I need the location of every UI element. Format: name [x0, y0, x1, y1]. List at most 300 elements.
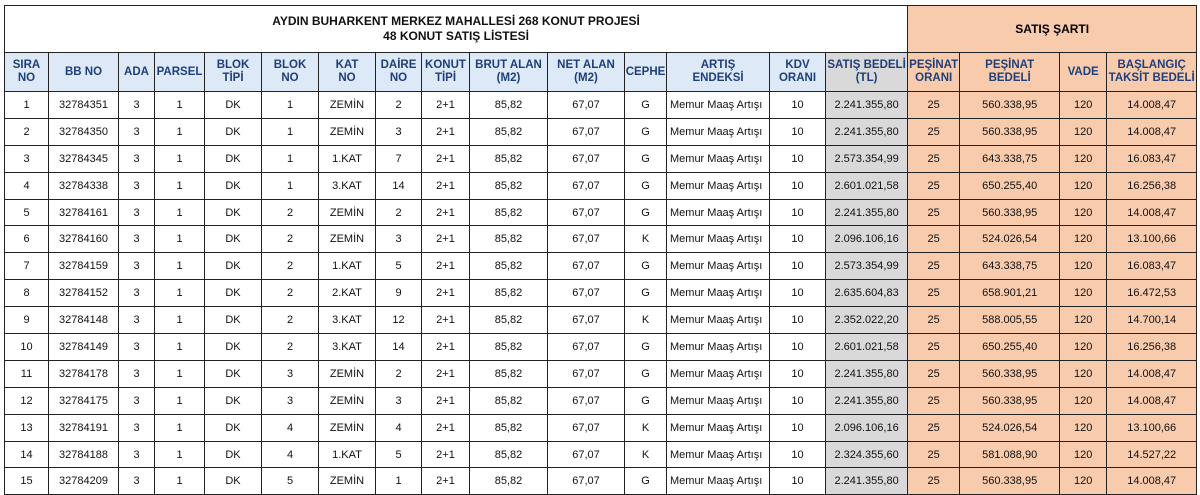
sales-condition-header: SATIŞ ŞARTI	[908, 6, 1197, 53]
cell-satis-bedeli: 2.352.022,20	[826, 307, 908, 334]
cell-vade: 120	[1060, 414, 1107, 441]
cell-net-alan: 67,07	[548, 199, 625, 226]
cell-cephe: G	[625, 118, 667, 145]
cell-konut-tipi: 2+1	[422, 226, 470, 253]
cell-ada: 3	[119, 414, 155, 441]
cell-baslangic-taksit-bedeli: 16.083,47	[1107, 253, 1197, 280]
cell-kdv-orani: 10	[770, 280, 826, 307]
cell-konut-tipi: 2+1	[422, 280, 470, 307]
cell-kdv-orani: 10	[770, 360, 826, 387]
cell-satis-bedeli: 2.324.355,60	[826, 441, 908, 468]
cell-cephe: K	[625, 441, 667, 468]
cell-konut-tipi: 2+1	[422, 414, 470, 441]
cell-konut-tipi: 2+1	[422, 118, 470, 145]
cell-blok-tipi: DK	[205, 118, 262, 145]
cell-blok-tipi: DK	[205, 307, 262, 334]
cell-pesinat-bedeli: 524.026,54	[960, 414, 1060, 441]
cell-satis-bedeli: 2.601.021,58	[826, 334, 908, 361]
cell-artis-endeksi: Memur Maaş Artışı	[667, 92, 770, 119]
cell-blok-tipi: DK	[205, 92, 262, 119]
cell-sira-no: 4	[5, 172, 49, 199]
cell-kdv-orani: 10	[770, 441, 826, 468]
cell-ada: 3	[119, 334, 155, 361]
cell-cephe: G	[625, 387, 667, 414]
cell-brut-alan: 85,82	[470, 468, 548, 495]
cell-cephe: G	[625, 334, 667, 361]
cell-blok-tipi: DK	[205, 199, 262, 226]
cell-net-alan: 67,07	[548, 253, 625, 280]
cell-brut-alan: 85,82	[470, 253, 548, 280]
col-header-brut-alan: BRUT ALAN (M2)	[470, 53, 548, 92]
cell-artis-endeksi: Memur Maaş Artışı	[667, 145, 770, 172]
cell-parsel: 1	[155, 280, 205, 307]
col-header-artis-endeksi: ARTIŞ ENDEKSİ	[667, 53, 770, 92]
table-row	[5, 468, 1197, 495]
cell-bb-no: 32784338	[49, 172, 119, 199]
cell-pesinat-bedeli: 524.026,54	[960, 226, 1060, 253]
col-header-satis-bedeli: SATIŞ BEDELİ (TL)	[826, 53, 908, 92]
cell-kat-no: 1.KAT	[319, 145, 376, 172]
cell-blok-tipi: DK	[205, 145, 262, 172]
cell-pesinat-bedeli: 588.005,55	[960, 307, 1060, 334]
cell-cephe: K	[625, 307, 667, 334]
cell-vade: 120	[1060, 253, 1107, 280]
cell-daire-no: 5	[376, 441, 422, 468]
cell-pesinat-bedeli: 560.338,95	[960, 387, 1060, 414]
cell-kat-no: 1.KAT	[319, 441, 376, 468]
cell-satis-bedeli: 2.573.354,99	[826, 145, 908, 172]
cell-vade: 120	[1060, 334, 1107, 361]
cell-ada: 3	[119, 441, 155, 468]
table-row	[5, 92, 1197, 119]
cell-pesinat-orani: 25	[908, 468, 960, 495]
cell-pesinat-orani: 25	[908, 387, 960, 414]
table-row	[5, 280, 1197, 307]
cell-net-alan: 67,07	[548, 118, 625, 145]
cell-artis-endeksi: Memur Maaş Artışı	[667, 172, 770, 199]
cell-blok-tipi: DK	[205, 172, 262, 199]
cell-bb-no: 32784188	[49, 441, 119, 468]
cell-konut-tipi: 2+1	[422, 172, 470, 199]
cell-baslangic-taksit-bedeli: 14.008,47	[1107, 360, 1197, 387]
cell-parsel: 1	[155, 253, 205, 280]
cell-brut-alan: 85,82	[470, 387, 548, 414]
table-row	[5, 387, 1197, 414]
cell-bb-no: 32784345	[49, 145, 119, 172]
cell-pesinat-bedeli: 650.255,40	[960, 172, 1060, 199]
cell-satis-bedeli: 2.096.106,16	[826, 226, 908, 253]
cell-blok-no: 4	[262, 414, 319, 441]
title-line-2: 48 KONUT SATIŞ LİSTESİ	[383, 29, 529, 43]
cell-brut-alan: 85,82	[470, 414, 548, 441]
cell-kat-no: ZEMİN	[319, 387, 376, 414]
cell-kat-no: 1.KAT	[319, 253, 376, 280]
table-row	[5, 226, 1197, 253]
cell-blok-no: 2	[262, 334, 319, 361]
cell-daire-no: 7	[376, 145, 422, 172]
cell-blok-no: 1	[262, 145, 319, 172]
table-row	[5, 334, 1197, 361]
col-header-pesinat-orani: PEŞİNAT ORANI	[908, 53, 960, 92]
cell-baslangic-taksit-bedeli: 16.256,38	[1107, 334, 1197, 361]
col-header-vade: VADE	[1060, 53, 1107, 92]
cell-vade: 120	[1060, 441, 1107, 468]
cell-bb-no: 32784152	[49, 280, 119, 307]
cell-parsel: 1	[155, 414, 205, 441]
cell-net-alan: 67,07	[548, 172, 625, 199]
cell-artis-endeksi: Memur Maaş Artışı	[667, 199, 770, 226]
cell-blok-tipi: DK	[205, 414, 262, 441]
cell-satis-bedeli: 2.241.355,80	[826, 468, 908, 495]
cell-ada: 3	[119, 468, 155, 495]
cell-blok-no: 2	[262, 253, 319, 280]
cell-pesinat-bedeli: 643.338,75	[960, 145, 1060, 172]
col-header-baslangic-taksit-bedeli: BAŞLANGIÇ TAKSİT BEDELİ	[1107, 53, 1197, 92]
cell-cephe: G	[625, 199, 667, 226]
cell-vade: 120	[1060, 172, 1107, 199]
cell-ada: 3	[119, 307, 155, 334]
cell-pesinat-orani: 25	[908, 307, 960, 334]
cell-pesinat-orani: 25	[908, 280, 960, 307]
cell-blok-no: 3	[262, 360, 319, 387]
cell-konut-tipi: 2+1	[422, 199, 470, 226]
cell-kdv-orani: 10	[770, 92, 826, 119]
table-row	[5, 199, 1197, 226]
cell-parsel: 1	[155, 307, 205, 334]
cell-sira-no: 2	[5, 118, 49, 145]
cell-daire-no: 5	[376, 253, 422, 280]
cell-parsel: 1	[155, 199, 205, 226]
cell-blok-no: 5	[262, 468, 319, 495]
cell-brut-alan: 85,82	[470, 441, 548, 468]
cell-kat-no: ZEMİN	[319, 468, 376, 495]
cell-baslangic-taksit-bedeli: 14.008,47	[1107, 92, 1197, 119]
cell-cephe: K	[625, 414, 667, 441]
cell-brut-alan: 85,82	[470, 92, 548, 119]
cell-kdv-orani: 10	[770, 172, 826, 199]
cell-blok-no: 3	[262, 387, 319, 414]
cell-pesinat-orani: 25	[908, 145, 960, 172]
cell-pesinat-orani: 25	[908, 414, 960, 441]
cell-satis-bedeli: 2.241.355,80	[826, 199, 908, 226]
cell-ada: 3	[119, 387, 155, 414]
cell-kat-no: ZEMİN	[319, 360, 376, 387]
cell-pesinat-bedeli: 560.338,95	[960, 92, 1060, 119]
cell-net-alan: 67,07	[548, 226, 625, 253]
cell-sira-no: 6	[5, 226, 49, 253]
cell-vade: 120	[1060, 468, 1107, 495]
cell-satis-bedeli: 2.241.355,80	[826, 360, 908, 387]
cell-kat-no: ZEMİN	[319, 118, 376, 145]
cell-vade: 120	[1060, 92, 1107, 119]
cell-parsel: 1	[155, 118, 205, 145]
cell-sira-no: 9	[5, 307, 49, 334]
cell-bb-no: 32784149	[49, 334, 119, 361]
cell-artis-endeksi: Memur Maaş Artışı	[667, 468, 770, 495]
cell-blok-tipi: DK	[205, 253, 262, 280]
cell-artis-endeksi: Memur Maaş Artışı	[667, 253, 770, 280]
cell-brut-alan: 85,82	[470, 199, 548, 226]
cell-kat-no: 2.KAT	[319, 280, 376, 307]
sales-list-table	[4, 5, 1197, 495]
table-row	[5, 118, 1197, 145]
table-row	[5, 414, 1197, 441]
cell-parsel: 1	[155, 441, 205, 468]
table-body	[5, 92, 1197, 495]
cell-blok-no: 2	[262, 226, 319, 253]
cell-cephe: G	[625, 92, 667, 119]
cell-konut-tipi: 2+1	[422, 92, 470, 119]
cell-baslangic-taksit-bedeli: 13.100,66	[1107, 414, 1197, 441]
col-header-blok-no: BLOK NO	[262, 53, 319, 92]
cell-cephe: G	[625, 280, 667, 307]
cell-pesinat-orani: 25	[908, 118, 960, 145]
col-header-bb-no: BB NO	[49, 53, 119, 92]
cell-pesinat-bedeli: 643.338,75	[960, 253, 1060, 280]
cell-net-alan: 67,07	[548, 360, 625, 387]
cell-kdv-orani: 10	[770, 387, 826, 414]
cell-konut-tipi: 2+1	[422, 253, 470, 280]
cell-pesinat-bedeli: 560.338,95	[960, 468, 1060, 495]
cell-blok-tipi: DK	[205, 468, 262, 495]
cell-ada: 3	[119, 360, 155, 387]
cell-pesinat-orani: 25	[908, 334, 960, 361]
cell-blok-no: 1	[262, 118, 319, 145]
cell-net-alan: 67,07	[548, 307, 625, 334]
cell-parsel: 1	[155, 360, 205, 387]
cell-kat-no: 3.KAT	[319, 334, 376, 361]
cell-artis-endeksi: Memur Maaş Artışı	[667, 387, 770, 414]
cell-blok-no: 2	[262, 199, 319, 226]
cell-cephe: G	[625, 172, 667, 199]
table-row	[5, 360, 1197, 387]
cell-daire-no: 4	[376, 414, 422, 441]
cell-baslangic-taksit-bedeli: 14.008,47	[1107, 118, 1197, 145]
cell-satis-bedeli: 2.635.604,83	[826, 280, 908, 307]
table-row	[5, 253, 1197, 280]
col-header-parsel: PARSEL	[155, 53, 205, 92]
cell-sira-no: 5	[5, 199, 49, 226]
cell-konut-tipi: 2+1	[422, 441, 470, 468]
cell-brut-alan: 85,82	[470, 145, 548, 172]
cell-artis-endeksi: Memur Maaş Artışı	[667, 307, 770, 334]
cell-net-alan: 67,07	[548, 387, 625, 414]
cell-kat-no: ZEMİN	[319, 92, 376, 119]
cell-sira-no: 3	[5, 145, 49, 172]
cell-ada: 3	[119, 145, 155, 172]
cell-cephe: G	[625, 360, 667, 387]
cell-blok-no: 1	[262, 92, 319, 119]
cell-ada: 3	[119, 172, 155, 199]
cell-daire-no: 9	[376, 280, 422, 307]
cell-artis-endeksi: Memur Maaş Artışı	[667, 226, 770, 253]
cell-sira-no: 14	[5, 441, 49, 468]
cell-kat-no: ZEMİN	[319, 199, 376, 226]
cell-ada: 3	[119, 253, 155, 280]
cell-kdv-orani: 10	[770, 145, 826, 172]
cell-blok-no: 2	[262, 307, 319, 334]
cell-brut-alan: 85,82	[470, 280, 548, 307]
col-header-pesinat-bedeli: PEŞİNAT BEDELİ	[960, 53, 1060, 92]
cell-cephe: G	[625, 468, 667, 495]
col-header-konut-tipi: KONUT TİPİ	[422, 53, 470, 92]
cell-satis-bedeli: 2.241.355,80	[826, 387, 908, 414]
cell-bb-no: 32784161	[49, 199, 119, 226]
cell-baslangic-taksit-bedeli: 14.008,47	[1107, 468, 1197, 495]
col-header-kdv-orani: KDV ORANI	[770, 53, 826, 92]
cell-artis-endeksi: Memur Maaş Artışı	[667, 414, 770, 441]
cell-net-alan: 67,07	[548, 92, 625, 119]
cell-sira-no: 13	[5, 414, 49, 441]
cell-kat-no: 3.KAT	[319, 307, 376, 334]
cell-bb-no: 32784209	[49, 468, 119, 495]
cell-brut-alan: 85,82	[470, 360, 548, 387]
cell-artis-endeksi: Memur Maaş Artışı	[667, 118, 770, 145]
cell-bb-no: 32784148	[49, 307, 119, 334]
cell-konut-tipi: 2+1	[422, 360, 470, 387]
cell-net-alan: 67,07	[548, 414, 625, 441]
cell-parsel: 1	[155, 387, 205, 414]
cell-konut-tipi: 2+1	[422, 307, 470, 334]
cell-bb-no: 32784159	[49, 253, 119, 280]
cell-net-alan: 67,07	[548, 334, 625, 361]
cell-ada: 3	[119, 226, 155, 253]
cell-satis-bedeli: 2.601.021,58	[826, 172, 908, 199]
cell-konut-tipi: 2+1	[422, 145, 470, 172]
cell-baslangic-taksit-bedeli: 16.083,47	[1107, 145, 1197, 172]
cell-net-alan: 67,07	[548, 280, 625, 307]
table-row	[5, 145, 1197, 172]
cell-satis-bedeli: 2.241.355,80	[826, 118, 908, 145]
cell-parsel: 1	[155, 172, 205, 199]
cell-pesinat-bedeli: 650.255,40	[960, 334, 1060, 361]
cell-kdv-orani: 10	[770, 253, 826, 280]
cell-pesinat-orani: 25	[908, 360, 960, 387]
cell-sira-no: 12	[5, 387, 49, 414]
cell-daire-no: 14	[376, 172, 422, 199]
cell-bb-no: 32784191	[49, 414, 119, 441]
cell-blok-tipi: DK	[205, 441, 262, 468]
cell-bb-no: 32784175	[49, 387, 119, 414]
cell-baslangic-taksit-bedeli: 14.527,22	[1107, 441, 1197, 468]
cell-kat-no: ZEMİN	[319, 414, 376, 441]
cell-pesinat-orani: 25	[908, 226, 960, 253]
cell-vade: 120	[1060, 226, 1107, 253]
cell-sira-no: 8	[5, 280, 49, 307]
cell-pesinat-orani: 25	[908, 199, 960, 226]
cell-sira-no: 10	[5, 334, 49, 361]
cell-daire-no: 12	[376, 307, 422, 334]
cell-kdv-orani: 10	[770, 199, 826, 226]
cell-pesinat-bedeli: 658.901,21	[960, 280, 1060, 307]
cell-kdv-orani: 10	[770, 118, 826, 145]
cell-artis-endeksi: Memur Maaş Artışı	[667, 441, 770, 468]
cell-pesinat-orani: 25	[908, 253, 960, 280]
cell-daire-no: 2	[376, 199, 422, 226]
cell-brut-alan: 85,82	[470, 172, 548, 199]
cell-baslangic-taksit-bedeli: 16.472,53	[1107, 280, 1197, 307]
cell-baslangic-taksit-bedeli: 14.008,47	[1107, 387, 1197, 414]
cell-cephe: G	[625, 253, 667, 280]
cell-kat-no: ZEMİN	[319, 226, 376, 253]
cell-net-alan: 67,07	[548, 441, 625, 468]
cell-satis-bedeli: 2.573.354,99	[826, 253, 908, 280]
cell-blok-tipi: DK	[205, 360, 262, 387]
cell-kat-no: 3.KAT	[319, 172, 376, 199]
cell-kdv-orani: 10	[770, 334, 826, 361]
cell-cephe: G	[625, 145, 667, 172]
table-row	[5, 441, 1197, 468]
cell-blok-tipi: DK	[205, 226, 262, 253]
col-header-blok-tipi: BLOK TİPİ	[205, 53, 262, 92]
cell-parsel: 1	[155, 468, 205, 495]
cell-blok-tipi: DK	[205, 280, 262, 307]
cell-parsel: 1	[155, 226, 205, 253]
cell-brut-alan: 85,82	[470, 118, 548, 145]
col-header-net-alan: NET ALAN (M2)	[548, 53, 625, 92]
cell-kdv-orani: 10	[770, 414, 826, 441]
cell-ada: 3	[119, 199, 155, 226]
col-header-kat-no: KAT NO	[319, 53, 376, 92]
cell-konut-tipi: 2+1	[422, 334, 470, 361]
cell-bb-no: 32784160	[49, 226, 119, 253]
cell-vade: 120	[1060, 145, 1107, 172]
cell-baslangic-taksit-bedeli: 14.008,47	[1107, 199, 1197, 226]
cell-daire-no: 3	[376, 226, 422, 253]
cell-artis-endeksi: Memur Maaş Artışı	[667, 280, 770, 307]
cell-daire-no: 2	[376, 360, 422, 387]
cell-ada: 3	[119, 92, 155, 119]
cell-ada: 3	[119, 118, 155, 145]
cell-cephe: K	[625, 226, 667, 253]
cell-sira-no: 7	[5, 253, 49, 280]
cell-blok-no: 4	[262, 441, 319, 468]
cell-artis-endeksi: Memur Maaş Artışı	[667, 360, 770, 387]
cell-kdv-orani: 10	[770, 226, 826, 253]
cell-satis-bedeli: 2.241.355,80	[826, 92, 908, 119]
cell-blok-no: 2	[262, 280, 319, 307]
cell-kdv-orani: 10	[770, 468, 826, 495]
table-row	[5, 307, 1197, 334]
cell-blok-tipi: DK	[205, 334, 262, 361]
cell-vade: 120	[1060, 360, 1107, 387]
cell-pesinat-bedeli: 581.088,90	[960, 441, 1060, 468]
cell-vade: 120	[1060, 199, 1107, 226]
cell-pesinat-bedeli: 560.338,95	[960, 199, 1060, 226]
cell-sira-no: 1	[5, 92, 49, 119]
cell-vade: 120	[1060, 118, 1107, 145]
cell-artis-endeksi: Memur Maaş Artışı	[667, 334, 770, 361]
cell-pesinat-orani: 25	[908, 441, 960, 468]
cell-baslangic-taksit-bedeli: 14.700,14	[1107, 307, 1197, 334]
cell-ada: 3	[119, 280, 155, 307]
cell-daire-no: 3	[376, 118, 422, 145]
cell-daire-no: 1	[376, 468, 422, 495]
cell-brut-alan: 85,82	[470, 307, 548, 334]
cell-parsel: 1	[155, 92, 205, 119]
cell-daire-no: 3	[376, 387, 422, 414]
cell-bb-no: 32784351	[49, 92, 119, 119]
table-row	[5, 172, 1197, 199]
cell-pesinat-bedeli: 560.338,95	[960, 118, 1060, 145]
cell-vade: 120	[1060, 280, 1107, 307]
cell-daire-no: 14	[376, 334, 422, 361]
cell-net-alan: 67,07	[548, 145, 625, 172]
cell-daire-no: 2	[376, 92, 422, 119]
cell-pesinat-bedeli: 560.338,95	[960, 360, 1060, 387]
cell-baslangic-taksit-bedeli: 13.100,66	[1107, 226, 1197, 253]
cell-brut-alan: 85,82	[470, 226, 548, 253]
